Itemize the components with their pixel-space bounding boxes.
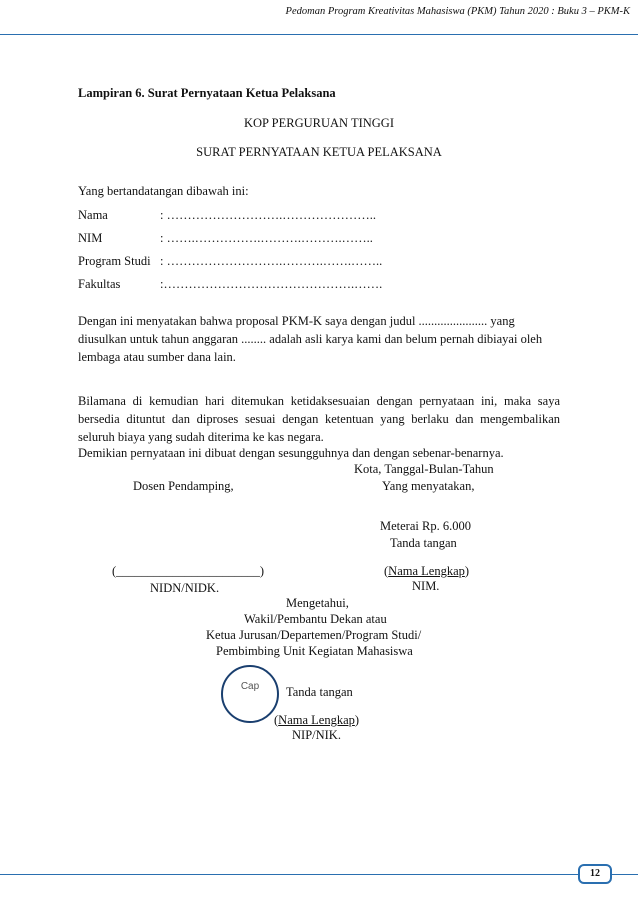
consequence-paragraph: Bilamana di kemudian hari ditemukan ketidaksesuaian dengan pernyataan ini, maka saya bersedia dituntut dan diproses sesuai dengan ketentuan yang berlaku dan mengembalikan seluruh biaya yang sudah diterima ke kas negara.: [78, 394, 560, 444]
closing-text: Demikian pernyataan ini dibuat dengan sesungguhnya dan dengan sebenar-benarnya.: [78, 446, 504, 460]
approval-line-4: Pembimbing Unit Kegiatan Mahasiswa: [216, 644, 413, 658]
supervisor-id: NIDN/NIDK.: [150, 581, 220, 595]
statement-paragraph: Dengan ini menyatakan bahwa proposal PKM-K saya dengan judul ...................... yang diusulkan untuk tahun anggaran ........ adalah asli karya kami dan belum pernah dibiayai oleh lembaga atau sumber dana lain.: [78, 314, 543, 364]
approval-line-1: Mengetahui,: [286, 596, 349, 610]
approval-id: NIP/NIK.: [292, 728, 341, 742]
approval-signature: Tanda tangan: [286, 685, 353, 699]
kop-title: KOP PERGURUAN TINGGI: [243, 116, 394, 130]
field-label-nama: Nama: [78, 208, 108, 222]
field-value-fakultas: :……………………………………….…….: [160, 277, 383, 291]
approval-line-2: Wakil/Pembantu Dekan atau: [244, 612, 387, 626]
supervisor-role: Dosen Pendamping,: [133, 479, 234, 493]
footer-divider: [0, 874, 638, 875]
document-title: SURAT PERNYATAAN KETUA PELAKSANA: [196, 145, 442, 159]
declarant-id: NIM.: [412, 579, 440, 593]
header-divider: [0, 34, 638, 35]
field-value-nama: : ……………………….…………………..: [160, 208, 376, 222]
place-date: Kota, Tanggal-Bulan-Tahun: [354, 462, 494, 476]
intro-text: Yang bertandatangan dibawah ini:: [78, 184, 249, 198]
section-title: Lampiran 6. Surat Pernyataan Ketua Pelaksana: [78, 86, 336, 100]
page-header: Pedoman Program Kreativitas Mahasiswa (PKM) Tahun 2020 : Buku 3 – PKM-K: [285, 6, 630, 17]
supervisor-name-line: (_______________________): [112, 564, 265, 578]
field-value-nim: : …….…………….……….……….……..: [160, 231, 373, 245]
field-label-prodi: Program Studi: [78, 254, 151, 268]
cap-label: Cap: [240, 681, 260, 692]
stamp-duty-text: Meterai Rp. 6.000: [380, 519, 471, 533]
declarant-signature: Tanda tangan: [390, 536, 457, 550]
approval-line-3: Ketua Jurusan/Departemen/Program Studi/: [206, 628, 422, 642]
page-number: 12: [578, 864, 612, 884]
cap-stamp-circle: [221, 665, 279, 723]
declarant-role: Yang menyatakan,: [382, 479, 475, 493]
approval-name: (Nama Lengkap): [274, 713, 360, 727]
field-value-prodi: : ……………………….……….…….……..: [160, 254, 383, 268]
field-label-nim: NIM: [78, 231, 103, 245]
declarant-name: (Nama Lengkap): [384, 564, 470, 578]
field-label-fakultas: Fakultas: [78, 277, 121, 291]
